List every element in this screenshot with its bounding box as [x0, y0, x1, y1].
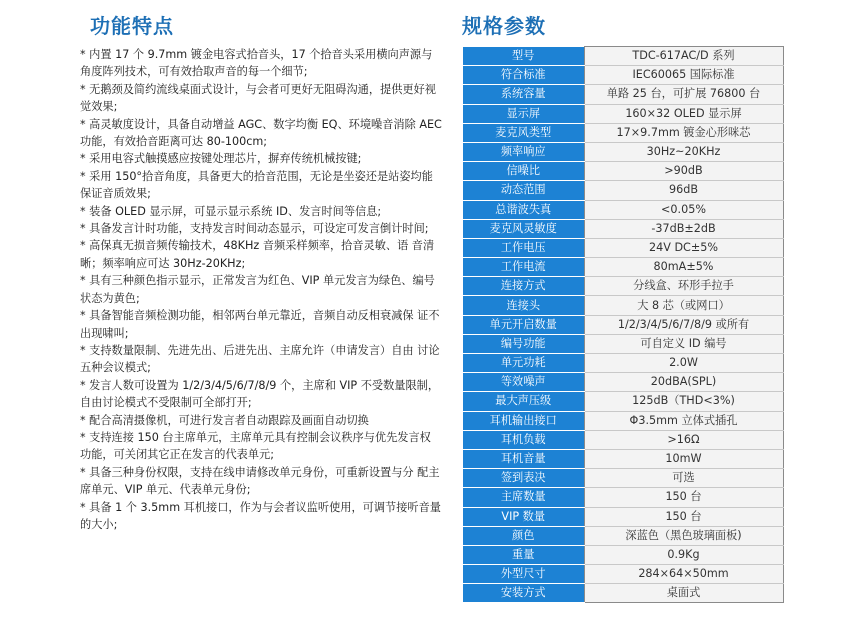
spec-row: [463, 315, 783, 334]
spec-row: [463, 526, 783, 545]
spec-row: [463, 219, 783, 238]
spec-key: 安装方式: [463, 584, 584, 603]
specs-table: [463, 46, 784, 603]
spec-key: 显示屏: [463, 104, 584, 123]
feature-item: * 具备发言计时功能，支持发言时间动态显示，可设定可发言倒计时间;: [80, 222, 429, 236]
spec-key: VIP 数量: [463, 507, 584, 526]
spec-row: [463, 469, 783, 488]
spec-row: [463, 430, 783, 449]
spec-value: 17×9.7mm 镀金心形咪芯: [584, 123, 783, 142]
spec-row: [463, 584, 783, 603]
spec-key: 符合标准: [463, 66, 584, 85]
spec-row: [463, 565, 783, 584]
feature-item: * 采用 150°拾音角度，具备更大的拾音范围，无论是坐姿还是站姿均能保证音质效果;: [80, 169, 433, 201]
spec-row: [463, 449, 783, 468]
spec-key: 外型尺寸: [463, 565, 584, 584]
spec-key: 颜色: [463, 526, 584, 545]
specs-heading: 规格参数: [462, 14, 546, 38]
spec-value: 分线盒、环形手拉手: [584, 277, 783, 296]
spec-key: 等效噪声: [463, 373, 584, 392]
spec-value: 大 8 芯（或网口）: [584, 296, 783, 315]
spec-row: [463, 411, 783, 430]
spec-value: 150 台: [584, 488, 783, 507]
spec-row: [463, 85, 783, 104]
spec-row: [463, 507, 783, 526]
spec-value: 125dB（THD<3%): [584, 392, 783, 411]
spec-row: [463, 104, 783, 123]
feature-item: * 配合高清摄像机，可进行发言者自动跟踪及画面自动切换: [80, 413, 369, 427]
spec-row: [463, 334, 783, 353]
spec-value: IEC60065 国际标准: [584, 66, 783, 85]
spec-key: 动态范围: [463, 181, 584, 200]
feature-item: * 具有三种颜色指示显示，正常发言为红色、VIP 单元发言为绿色、编号状态为黄色;: [80, 274, 435, 305]
spec-row: [463, 545, 783, 564]
spec-value: 10mW: [584, 449, 783, 468]
spec-key: 麦克风类型: [463, 123, 584, 142]
spec-value: 可自定义 ID 编号: [584, 334, 783, 353]
spec-row: [463, 296, 783, 315]
spec-row: [463, 162, 783, 181]
spec-value: 单路 25 台，可扩展 76800 台: [584, 85, 783, 104]
spec-key: 工作电压: [463, 238, 584, 257]
feature-item: * 装备 OLED 显示屏，可显示显示系统 ID、发言时间等信息;: [80, 204, 382, 218]
spec-value: 80mA±5%: [584, 258, 783, 277]
spec-row: [463, 488, 783, 507]
spec-row: [463, 123, 783, 142]
spec-key: 耳机输出接口: [463, 411, 584, 430]
spec-key: 主席数量: [463, 488, 584, 507]
spec-key: 总谐波失真: [463, 200, 584, 219]
feature-item: * 高灵敏度设计，具备自动增益 AGC、数字均衡 EQ、环境噪音消除 AEC 功能，有效拾音距离可达 80-100cm;: [80, 117, 442, 149]
spec-value: 深蓝色（黑色玻璃面板): [584, 526, 783, 545]
spec-row: [463, 238, 783, 257]
spec-key: 系统容量: [463, 85, 584, 104]
spec-value: 桌面式: [584, 584, 783, 603]
spec-value: Φ3.5mm 立体式插孔: [584, 411, 783, 430]
spec-row: [463, 47, 783, 66]
features-heading: 功能特点: [90, 14, 174, 38]
spec-value: 可选: [584, 469, 783, 488]
spec-key: 信噪比: [463, 162, 584, 181]
feature-item: * 具备智能音频检测功能，相邻两台单元靠近，音频自动反相衰减保 证不出现啸叫;: [80, 309, 440, 340]
spec-row: [463, 258, 783, 277]
spec-key: 连接方式: [463, 277, 584, 296]
spec-value: 24V DC±5%: [584, 238, 783, 257]
spec-value: 0.9Kg: [584, 545, 783, 564]
spec-key: 连接头: [463, 296, 584, 315]
feature-item: * 采用电容式触摸感应按键处理芯片，摒弃传统机械按键;: [80, 152, 362, 166]
spec-value: 160×32 OLED 显示屏: [584, 104, 783, 123]
spec-value: -37dB±2dB: [584, 219, 783, 238]
spec-row: [463, 392, 783, 411]
feature-item: * 支持数量限制、先进先出、后进先出、主席允许（申请发言）自由 讨论五种会议模式;: [80, 343, 440, 375]
spec-row: [463, 373, 783, 392]
spec-key: 单元功耗: [463, 354, 584, 373]
spec-value: 2.0W: [584, 354, 783, 373]
spec-value: 1/2/3/4/5/6/7/8/9 或所有: [584, 315, 783, 334]
spec-value: 150 台: [584, 507, 783, 526]
spec-row: [463, 66, 783, 85]
spec-key: 耳机音量: [463, 449, 584, 468]
spec-value: >16Ω: [584, 430, 783, 449]
feature-item: * 具备三种身份权限，支持在线申请修改单元身份，可重新设置与分 配主席单元、VIP 单元、代表单元身份;: [80, 465, 440, 497]
features-list: [80, 46, 442, 533]
spec-value: >90dB: [584, 162, 783, 181]
spec-value: 20dBA(SPL): [584, 373, 783, 392]
spec-key: 编号功能: [463, 334, 584, 353]
spec-key: 签到表决: [463, 469, 584, 488]
feature-item: * 无鹅颈及简约流线桌面式设计，与会者可更好无阻碍沟通，提供更好视觉效果;: [80, 82, 436, 114]
spec-value: <0.05%: [584, 200, 783, 219]
spec-key: 麦克风灵敏度: [463, 219, 584, 238]
spec-value: 96dB: [584, 181, 783, 200]
spec-key: 重量: [463, 545, 584, 564]
spec-row: [463, 200, 783, 219]
feature-item: * 高保真无损音频传输技术，48KHz 音频采样频率，拾音灵敏、语 音清晰；频率响应可达 30Hz-20KHz;: [80, 239, 435, 270]
spec-value: TDC-617AC/D 系列: [584, 47, 783, 66]
spec-row: [463, 354, 783, 373]
feature-item: * 发言人数可设置为 1/2/3/4/5/6/7/8/9 个，主席和 VIP 不受数量限制，自由讨论模式不受限制可全部打开;: [80, 378, 440, 410]
feature-item: * 具备 1 个 3.5mm 耳机接口，作为与会者议监听使用，可调节接听音量的大小;: [80, 500, 441, 531]
spec-key: 型号: [463, 47, 584, 66]
spec-key: 频率响应: [463, 142, 584, 161]
spec-row: [463, 142, 783, 161]
spec-row: [463, 181, 783, 200]
spec-value: 30Hz~20KHz: [584, 142, 783, 161]
spec-value: 284×64×50mm: [584, 565, 783, 584]
feature-item: * 内置 17 个 9.7mm 镀金电容式拾音头，17 个拾音头采用横向声源与角度阵列技术，可有效拾取声音的每一个细节;: [80, 48, 433, 79]
spec-row: [463, 277, 783, 296]
spec-key: 最大声压级: [463, 392, 584, 411]
spec-key: 单元开启数量: [463, 315, 584, 334]
spec-key: 耳机负载: [463, 430, 584, 449]
feature-item: * 支持连接 150 台主席单元，主席单元具有控制会议秩序与优先发言权功能，可关闭其它正在发言的代表单元;: [80, 430, 431, 462]
spec-key: 工作电流: [463, 258, 584, 277]
